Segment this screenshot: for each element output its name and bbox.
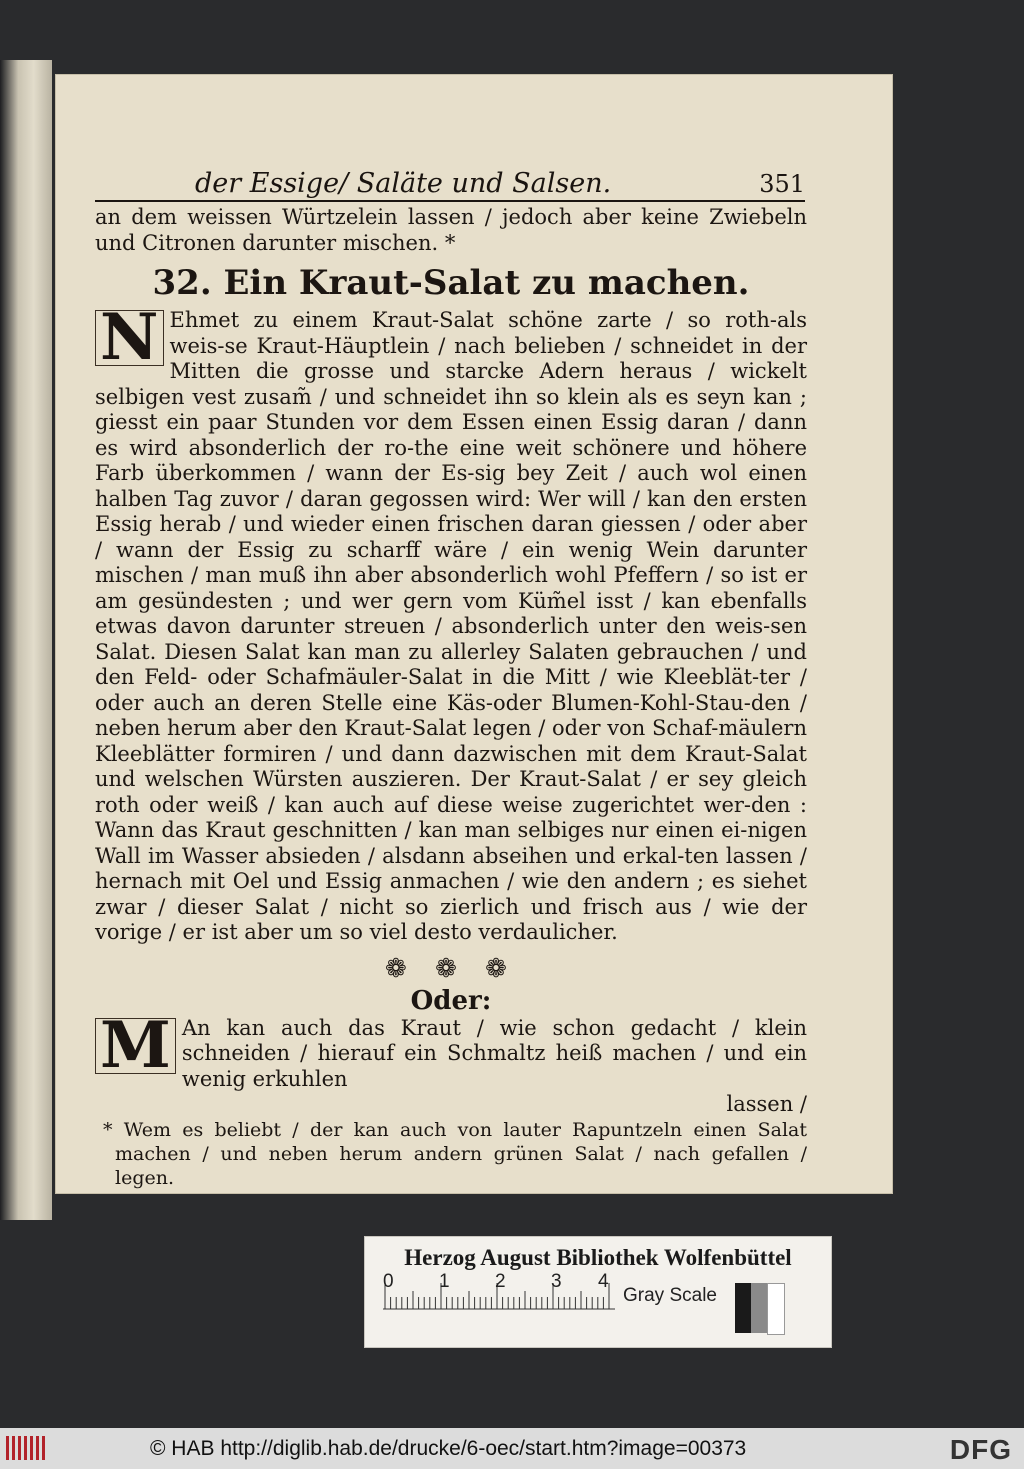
ruler-number: 1: [439, 1271, 450, 1292]
running-title: der Essige/ Saläte und Salsen.: [195, 168, 612, 199]
gray-swatch-black: [735, 1283, 751, 1333]
page-header: [95, 168, 805, 202]
footnote: * Wem es beliebt / der kan auch von lauter Rapuntzeln einen Salat machen / und neben herum andern grünen Salat / nach gefallen / legen.: [103, 1118, 807, 1189]
alternate-paragraph-text: An kan auch das Kraut / wie schon gedacht / klein schneiden / hierauf ein Schmaltz heiß machen / und ein wenig erkuhlen: [181, 1015, 807, 1091]
ruler-number: 3: [551, 1271, 562, 1292]
drop-cap-initial: N: [95, 310, 164, 366]
page-number: 351: [759, 170, 805, 198]
recipe-heading: 32. Ein Kraut-Salat zu machen.: [152, 263, 750, 303]
library-name: Herzog August Bibliothek Wolfenbüttel: [404, 1245, 792, 1270]
gray-swatch-gray: [751, 1283, 767, 1333]
alternate-paragraph: [95, 1007, 807, 1093]
gray-scale-label: Gray Scale: [623, 1285, 717, 1306]
sub-heading: Oder:: [410, 985, 492, 1016]
catchword: lassen /: [726, 1092, 807, 1116]
library-color-card: [364, 1236, 832, 1348]
drop-cap-initial-2: M: [95, 1018, 176, 1074]
footer-bar: [0, 1428, 1024, 1469]
continuation-text: an dem weissen Würtzelein lassen / jedoch aber keine Zwiebeln und Citronen darunter mischen. *: [95, 205, 807, 255]
page-body: [95, 205, 807, 1190]
recipe-paragraph-text: Ehmet zu einem Kraut-Salat schöne zarte / so roth-als weis-se Kraut-Häuptlein / nach belieben / schneidet in der Mitten die grosse und starcke Adern heraus / wickelt selbigen vest zusam̃ / und schneidet ihn so klein als es seyn kan ; giesst ein paar Stunden vor dem Essen einen Essig daran / dann es wird absonderlich der ro-the eine weit schönere und höhere Farb überkommen / wann der Es-sig bey Zeit / auch wol einen halben Tag zuvor / daran gegossen wird: Wer will / kan den ersten Essig herab / und wieder einen frischen daran giessen / oder aber / wann der Essig zu scharff wäre / ein wenig Wein darunter mischen / man muß ihn aber absonderlich wohl Pfeffern / so ist er am gesündesten ; und wer gern vom Küm̃el isst / kan ebenfalls etwas davon darunter streuen / absonderlich unter den weis-sen Salat. Diesen Salat kan man zu allerley Salaten gebrauchen / und den Feld- oder Schafmäuler-Salat in die Mitt / wie Kleeblät-ter / oder auch an deren Stelle eine Käs-oder Blumen-Kohl-Stau-den / neben herum aber den Kraut-Salat legen / oder von Schaf-mäulern Kleeblätter formiren / und dann dazwischen mit dem Kraut-Salat und welschen Würsten auszieren. Der Kraut-Salat / er sey gleich roth oder weiß / kan auch auf diese weise zugerichtet wer-den : Wann das Kraut geschnitten / kan man selbiges nur einen ei-nigen Wall im Wasser absieden / alsdann abseihen und erkal-ten lassen / hernach mit Oel und Essig anmachen / wie den andern ; es siehet zwar / dieser Salat / nicht so zierlich und frisch aus / wie der vorige / er ist aber um so viel desto verdaulicher.: [95, 308, 807, 944]
ruler-number: 2: [495, 1271, 506, 1292]
ruler-number: 0: [383, 1271, 394, 1292]
recipe-paragraph: [95, 300, 807, 946]
copyright-link[interactable]: © HAB http://diglib.hab.de/drucke/6-oec/start.htm?image=00373: [150, 1437, 747, 1460]
gray-swatch-white: [767, 1283, 785, 1335]
dfg-logo: DFG: [949, 1434, 1012, 1465]
ruler-number: 4: [598, 1271, 609, 1292]
left-page-edge: [0, 60, 52, 1220]
barcode-icon: [6, 1436, 46, 1460]
ornament-divider: ❁ ❁ ❁: [385, 953, 517, 984]
